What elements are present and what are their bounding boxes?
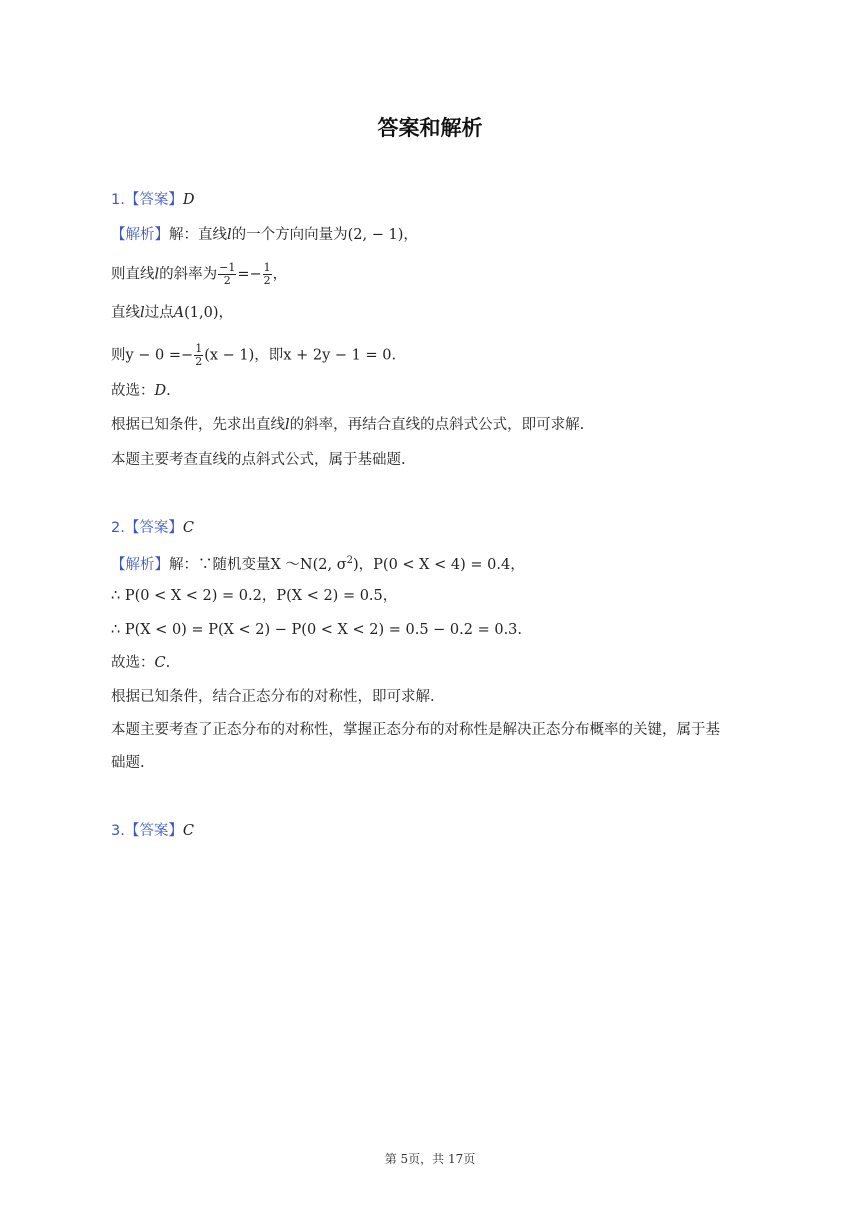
point-name: A bbox=[173, 305, 185, 321]
probability: P(0 < X < 4) = 0.4 bbox=[373, 556, 511, 573]
choice: C bbox=[154, 655, 166, 671]
punct: . bbox=[166, 383, 171, 399]
numerator: 1 bbox=[263, 261, 271, 274]
numerator: −1 bbox=[219, 261, 236, 274]
answer-label: 【答案】 bbox=[124, 520, 183, 536]
text: 本题主要考查直线的点斜式公式，属于基础题. bbox=[111, 452, 406, 468]
q1-analysis-line-6 bbox=[111, 415, 584, 435]
q3-answer-line bbox=[111, 821, 194, 841]
q1-analysis-line-1 bbox=[111, 225, 418, 245]
text: 根据已知条件，结合正态分布的对称性，即可求解. bbox=[111, 689, 435, 705]
q1-analysis-line-2 bbox=[111, 262, 287, 287]
page-title: 答案和解析 bbox=[377, 116, 483, 140]
text: 解：∵随机变量 bbox=[169, 556, 271, 573]
text: 解：直线 bbox=[169, 227, 227, 243]
var-l: l bbox=[140, 305, 145, 321]
q1-analysis-line-5 bbox=[111, 381, 171, 401]
q2-answer: C bbox=[182, 520, 194, 536]
text: ，即 bbox=[254, 347, 284, 364]
exponent: 2 bbox=[346, 555, 353, 566]
q2-answer-line bbox=[111, 518, 194, 538]
page-footer: 第 5页，共 17页 bbox=[384, 1152, 476, 1166]
text: 本题主要考查了正态分布的对称性，掌握正态分布的对称性是解决正态分布概率的关键，属于基 bbox=[111, 722, 720, 738]
analysis-label: 【解析】 bbox=[111, 227, 169, 243]
numerator: 1 bbox=[195, 342, 203, 355]
q2-analysis-line-3 bbox=[111, 620, 522, 640]
text: 直线 bbox=[111, 305, 140, 321]
equation-lhs: y − 0 =− bbox=[125, 347, 194, 364]
q3-answer: C bbox=[182, 823, 194, 839]
q1-analysis-line-7 bbox=[111, 450, 406, 470]
q2-analysis-line-5 bbox=[111, 687, 435, 707]
q1-analysis-line-3 bbox=[111, 303, 233, 323]
probability: P(X < 2) = 0.5 bbox=[276, 588, 383, 604]
text: 的斜率，再结合直线的点斜式公式，即可求解. bbox=[289, 417, 585, 433]
text: 过点 bbox=[144, 305, 174, 321]
choice: D bbox=[154, 383, 167, 399]
probability: ∴ P(0 < X < 2) = 0.2 bbox=[111, 588, 262, 604]
q2-analysis-line-2 bbox=[111, 586, 397, 606]
line-equation: x + 2y − 1 = 0 bbox=[283, 347, 392, 364]
direction-vector: (2, − 1) bbox=[347, 227, 404, 243]
punct: ， bbox=[272, 266, 288, 283]
fraction bbox=[218, 262, 236, 287]
text: 则直线 bbox=[111, 266, 155, 283]
equals: =− bbox=[237, 266, 262, 283]
answer-label: 【答案】 bbox=[124, 192, 183, 208]
text: 则 bbox=[111, 347, 126, 364]
point-coord: (1,0) bbox=[184, 305, 219, 321]
answer-label: 【答案】 bbox=[124, 823, 183, 839]
equation-rhs: (x − 1) bbox=[204, 347, 255, 364]
q2-analysis-line-6 bbox=[111, 720, 720, 740]
distribution: X ～N(2, σ bbox=[270, 556, 347, 573]
punct: ， bbox=[510, 556, 525, 573]
var-l: l bbox=[285, 417, 290, 433]
punct: . bbox=[165, 655, 171, 671]
denominator: 2 bbox=[263, 274, 271, 287]
punct: ， bbox=[358, 556, 374, 573]
q2-analysis-line-4 bbox=[111, 653, 170, 673]
denominator: 2 bbox=[195, 355, 203, 368]
var-l: l bbox=[154, 266, 160, 283]
q3-number: 3. bbox=[111, 823, 125, 839]
var-l: l bbox=[227, 227, 232, 243]
punct: ， bbox=[261, 588, 277, 604]
punct: . bbox=[517, 622, 523, 638]
text: 故选： bbox=[111, 383, 155, 399]
q1-answer: D bbox=[182, 192, 195, 208]
text: 的斜率为 bbox=[159, 266, 218, 283]
q2-analysis-line-1 bbox=[111, 551, 525, 575]
punct: ， bbox=[218, 305, 233, 321]
text: 根据已知条件，先求出直线 bbox=[111, 417, 285, 433]
punct: ， bbox=[403, 227, 418, 243]
probability-derivation: ∴ P(X < 0) = P(X < 2) − P(0 < X < 2) = 0.5 − 0.2 = 0.3 bbox=[111, 622, 518, 638]
text: 的一个方向向量为 bbox=[231, 227, 348, 243]
fraction bbox=[263, 262, 272, 287]
text: 础题. bbox=[111, 755, 145, 771]
text: 故选： bbox=[111, 655, 155, 671]
q1-analysis-line-4 bbox=[111, 343, 396, 368]
denominator: 2 bbox=[223, 274, 231, 287]
distribution-end: ) bbox=[353, 556, 359, 573]
analysis-label: 【解析】 bbox=[111, 556, 169, 573]
q2-number: 2. bbox=[111, 520, 125, 536]
punct: . bbox=[391, 347, 397, 364]
q1-answer-line bbox=[111, 190, 194, 210]
fraction bbox=[194, 343, 203, 368]
punct: ， bbox=[382, 588, 398, 604]
q2-analysis-line-7 bbox=[111, 753, 145, 773]
q1-number: 1. bbox=[111, 192, 125, 208]
